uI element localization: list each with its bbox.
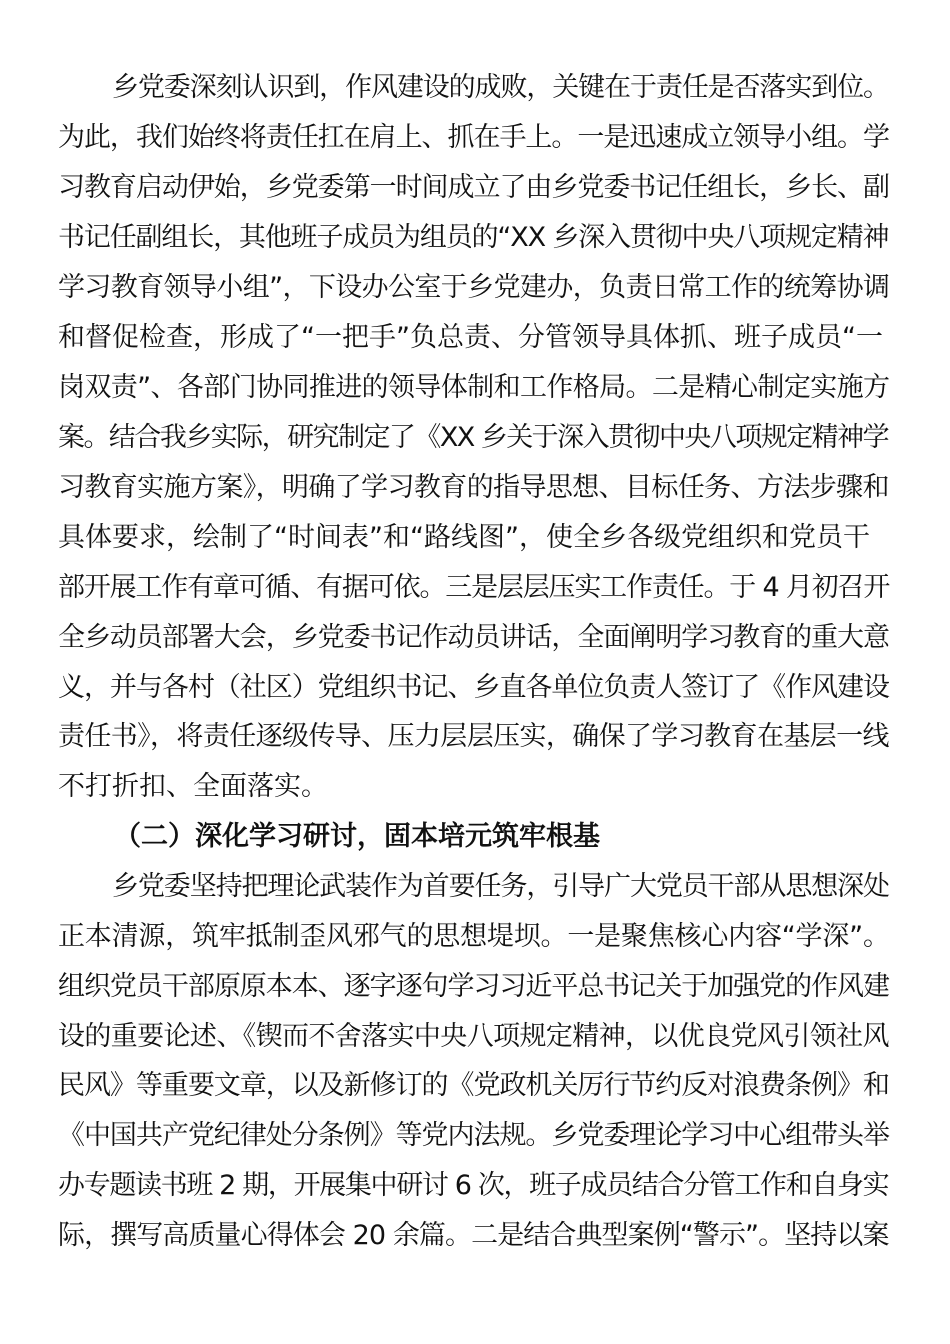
paragraph-1-line-4: 书记任副组长，其他班子成员为组员的“XX 乡深入贯彻中央八项规定精神 [58, 222, 889, 253]
paragraph-2-line-3: 组织党员干部原原本本、逐字逐句学习习近平总书记关于加强党的作风建 [58, 971, 889, 1002]
paragraph-1-line-13: 义，并与各村（社区）党组织书记、乡直各单位负责人签订了《作风建设 [58, 672, 889, 703]
paragraph-1-line-3: 习教育启动伊始，乡党委第一时间成立了由乡党委书记任组长，乡长、副 [58, 172, 889, 203]
paragraph-2-line-2: 正本清源，筑牢抵制歪风邪气的思想堤坝。一是聚焦核心内容“学深”。 [58, 921, 890, 952]
paragraph-1-line-1: 乡党委深刻认识到，作风建设的成败，关键在于责任是否落实到位。 [112, 72, 889, 103]
paragraph-1-line-11: 部开展工作有章可循、有据可依。三是层层压实工作责任。于 4 月初召开 [58, 572, 890, 603]
paragraph-2-line-1: 乡党委坚持把理论武装作为首要任务，引导广大党员干部从思想深处 [112, 871, 889, 902]
paragraph-1-line-8: 案。结合我乡实际，研究制定了《XX 乡关于深入贯彻中央八项规定精神学 [58, 422, 889, 453]
section-heading: （二）深化学习研讨，固本培元筑牢根基 [114, 821, 600, 852]
paragraph-1-line-5: 学习教育领导小组”，下设办公室于乡党建办，负责日常工作的统筹协调 [58, 272, 890, 303]
paragraph-1-line-2: 为此，我们始终将责任扛在肩上、抓在手上。一是迅速成立领导小组。学 [58, 122, 889, 153]
paragraph-1-line-6: 和督促检查，形成了“一把手”负总责、分管领导具体抓、班子成员“一 [58, 322, 883, 353]
paragraph-2-line-4: 设的重要论述、《锲而不舍落实中央八项规定精神，以优良党风引领社风 [58, 1021, 889, 1052]
paragraph-1-line-9: 习教育实施方案》，明确了学习教育的指导思想、目标任务、方法步骤和 [58, 472, 889, 503]
paragraph-2-line-8: 际，撰写高质量心得体会 20 余篇。二是结合典型案例“警示”。坚持以案 [58, 1220, 889, 1251]
paragraph-1-line-15: 不打折扣、全面落实。 [58, 771, 328, 802]
paragraph-2-line-5: 民风》等重要文章，以及新修订的《党政机关厉行节约反对浪费条例》和 [58, 1070, 889, 1101]
paragraph-2-line-6: 《中国共产党纪律处分条例》等党内法规。乡党委理论学习中心组带头举 [58, 1120, 889, 1151]
paragraph-1-line-7: 岗双责”、各部门协同推进的领导体制和工作格局。二是精心制定实施方 [58, 372, 890, 403]
paragraph-1-line-14: 责任书》，将责任逐级传导、压力层层压实，确保了学习教育在基层一线 [58, 721, 889, 752]
paragraph-1-line-10: 具体要求，绘制了“时间表”和“路线图”，使全乡各级党组织和党员干 [58, 522, 870, 553]
paragraph-2-line-7: 办专题读书班 2 期，开展集中研讨 6 次，班子成员结合分管工作和自身实 [58, 1170, 889, 1201]
paragraph-1-line-12: 全乡动员部署大会，乡党委书记作动员讲话，全面阐明学习教育的重大意 [58, 622, 889, 653]
